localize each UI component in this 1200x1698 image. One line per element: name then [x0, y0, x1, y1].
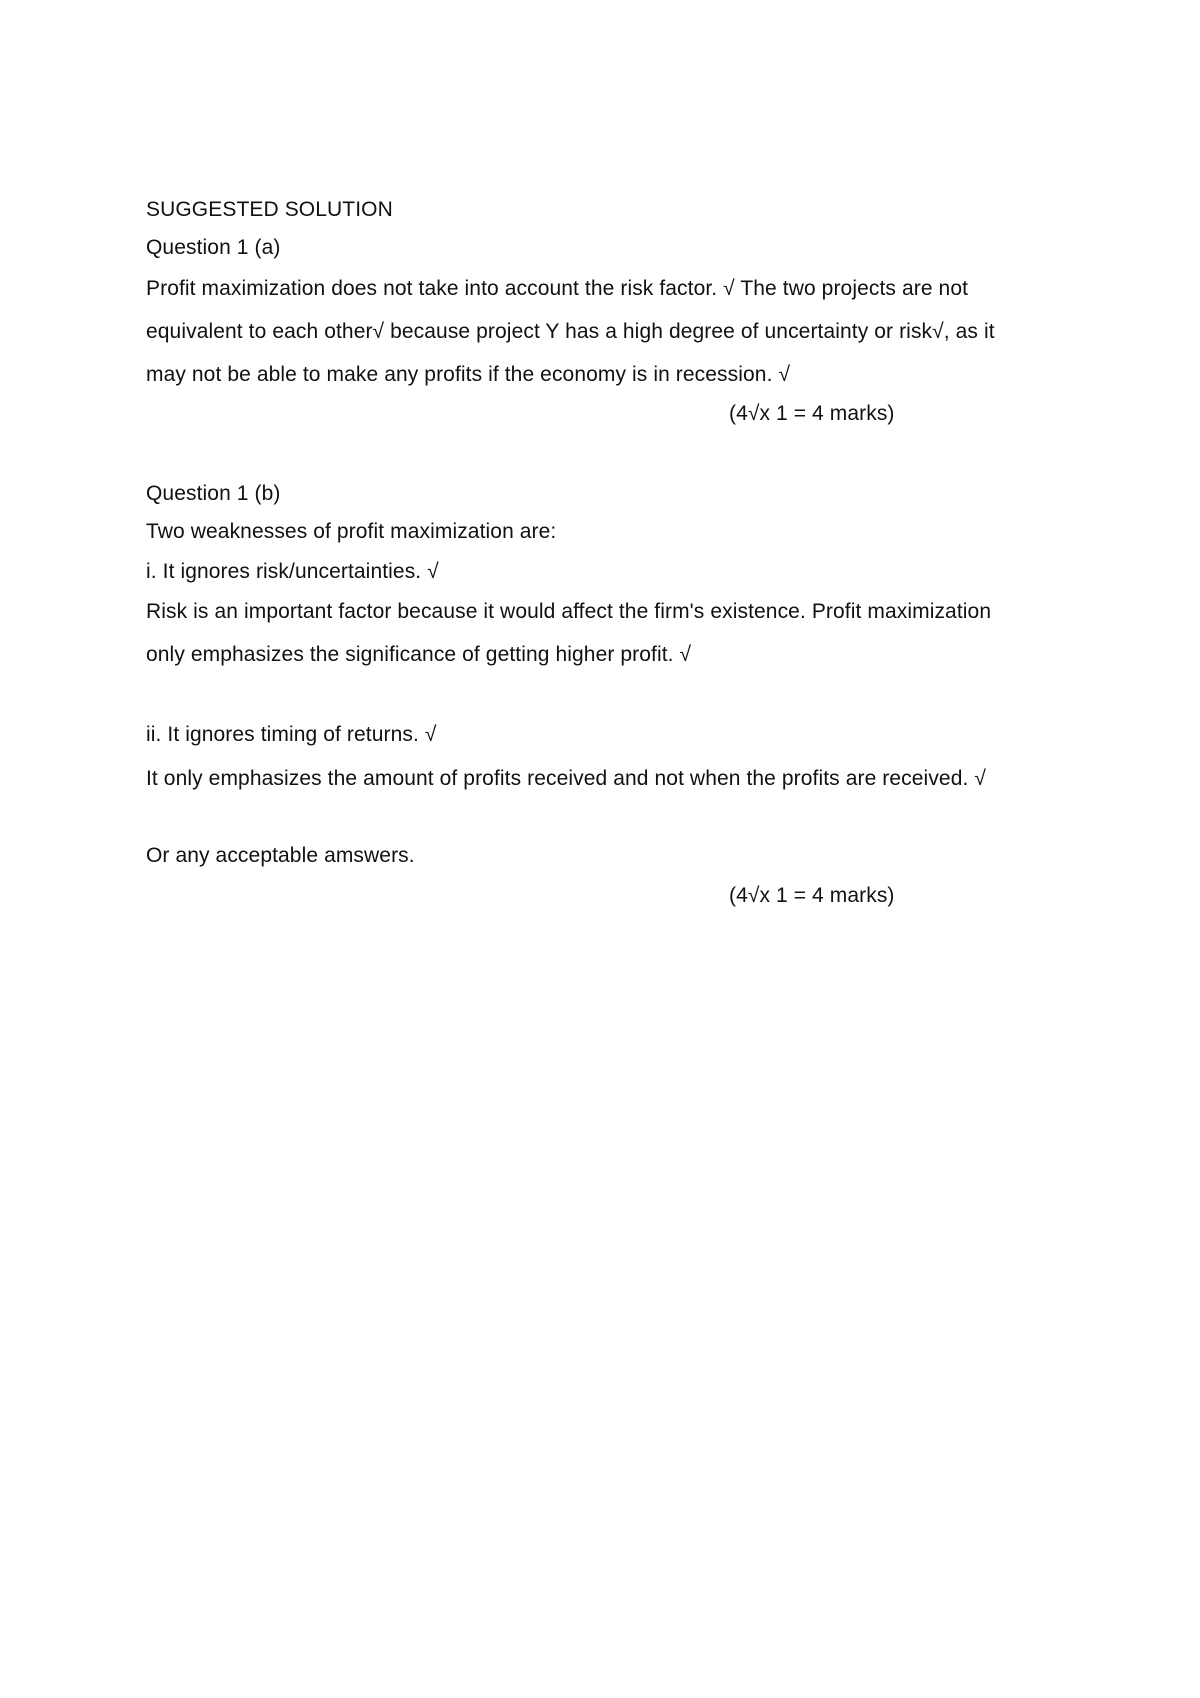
question-1a-marks: (4√x 1 = 4 marks) — [729, 402, 895, 425]
document-heading: SUGGESTED SOLUTION — [146, 198, 393, 221]
weakness-1-line-2: only emphasizes the significance of getting higher profit. √ — [146, 643, 692, 666]
weakness-2-heading: ii. It ignores timing of returns. √ — [146, 723, 437, 746]
weakness-1-heading: i. It ignores risk/uncertainties. √ — [146, 560, 439, 583]
question-1a-line-2: equivalent to each other√ because project Y has a high degree of uncertainty or risk√, as it — [146, 320, 995, 343]
question-1b-marks: (4√x 1 = 4 marks) — [729, 884, 895, 907]
question-1a-line-3: may not be able to make any profits if the economy is in recession. √ — [146, 363, 791, 386]
question-1a-title: Question 1 (a) — [146, 236, 281, 259]
question-1b-intro: Two weaknesses of profit maximization are: — [146, 520, 557, 543]
question-1b-title: Question 1 (b) — [146, 482, 281, 505]
acceptable-answers-note: Or any acceptable amswers. — [146, 844, 415, 867]
weakness-2-line: It only emphasizes the amount of profits received and not when the profits are received. √ — [146, 767, 986, 790]
weakness-1-line-1: Risk is an important factor because it would affect the firm's existence. Profit maximization — [146, 600, 992, 623]
question-1a-line-1: Profit maximization does not take into account the risk factor. √ The two projects are not — [146, 277, 969, 300]
